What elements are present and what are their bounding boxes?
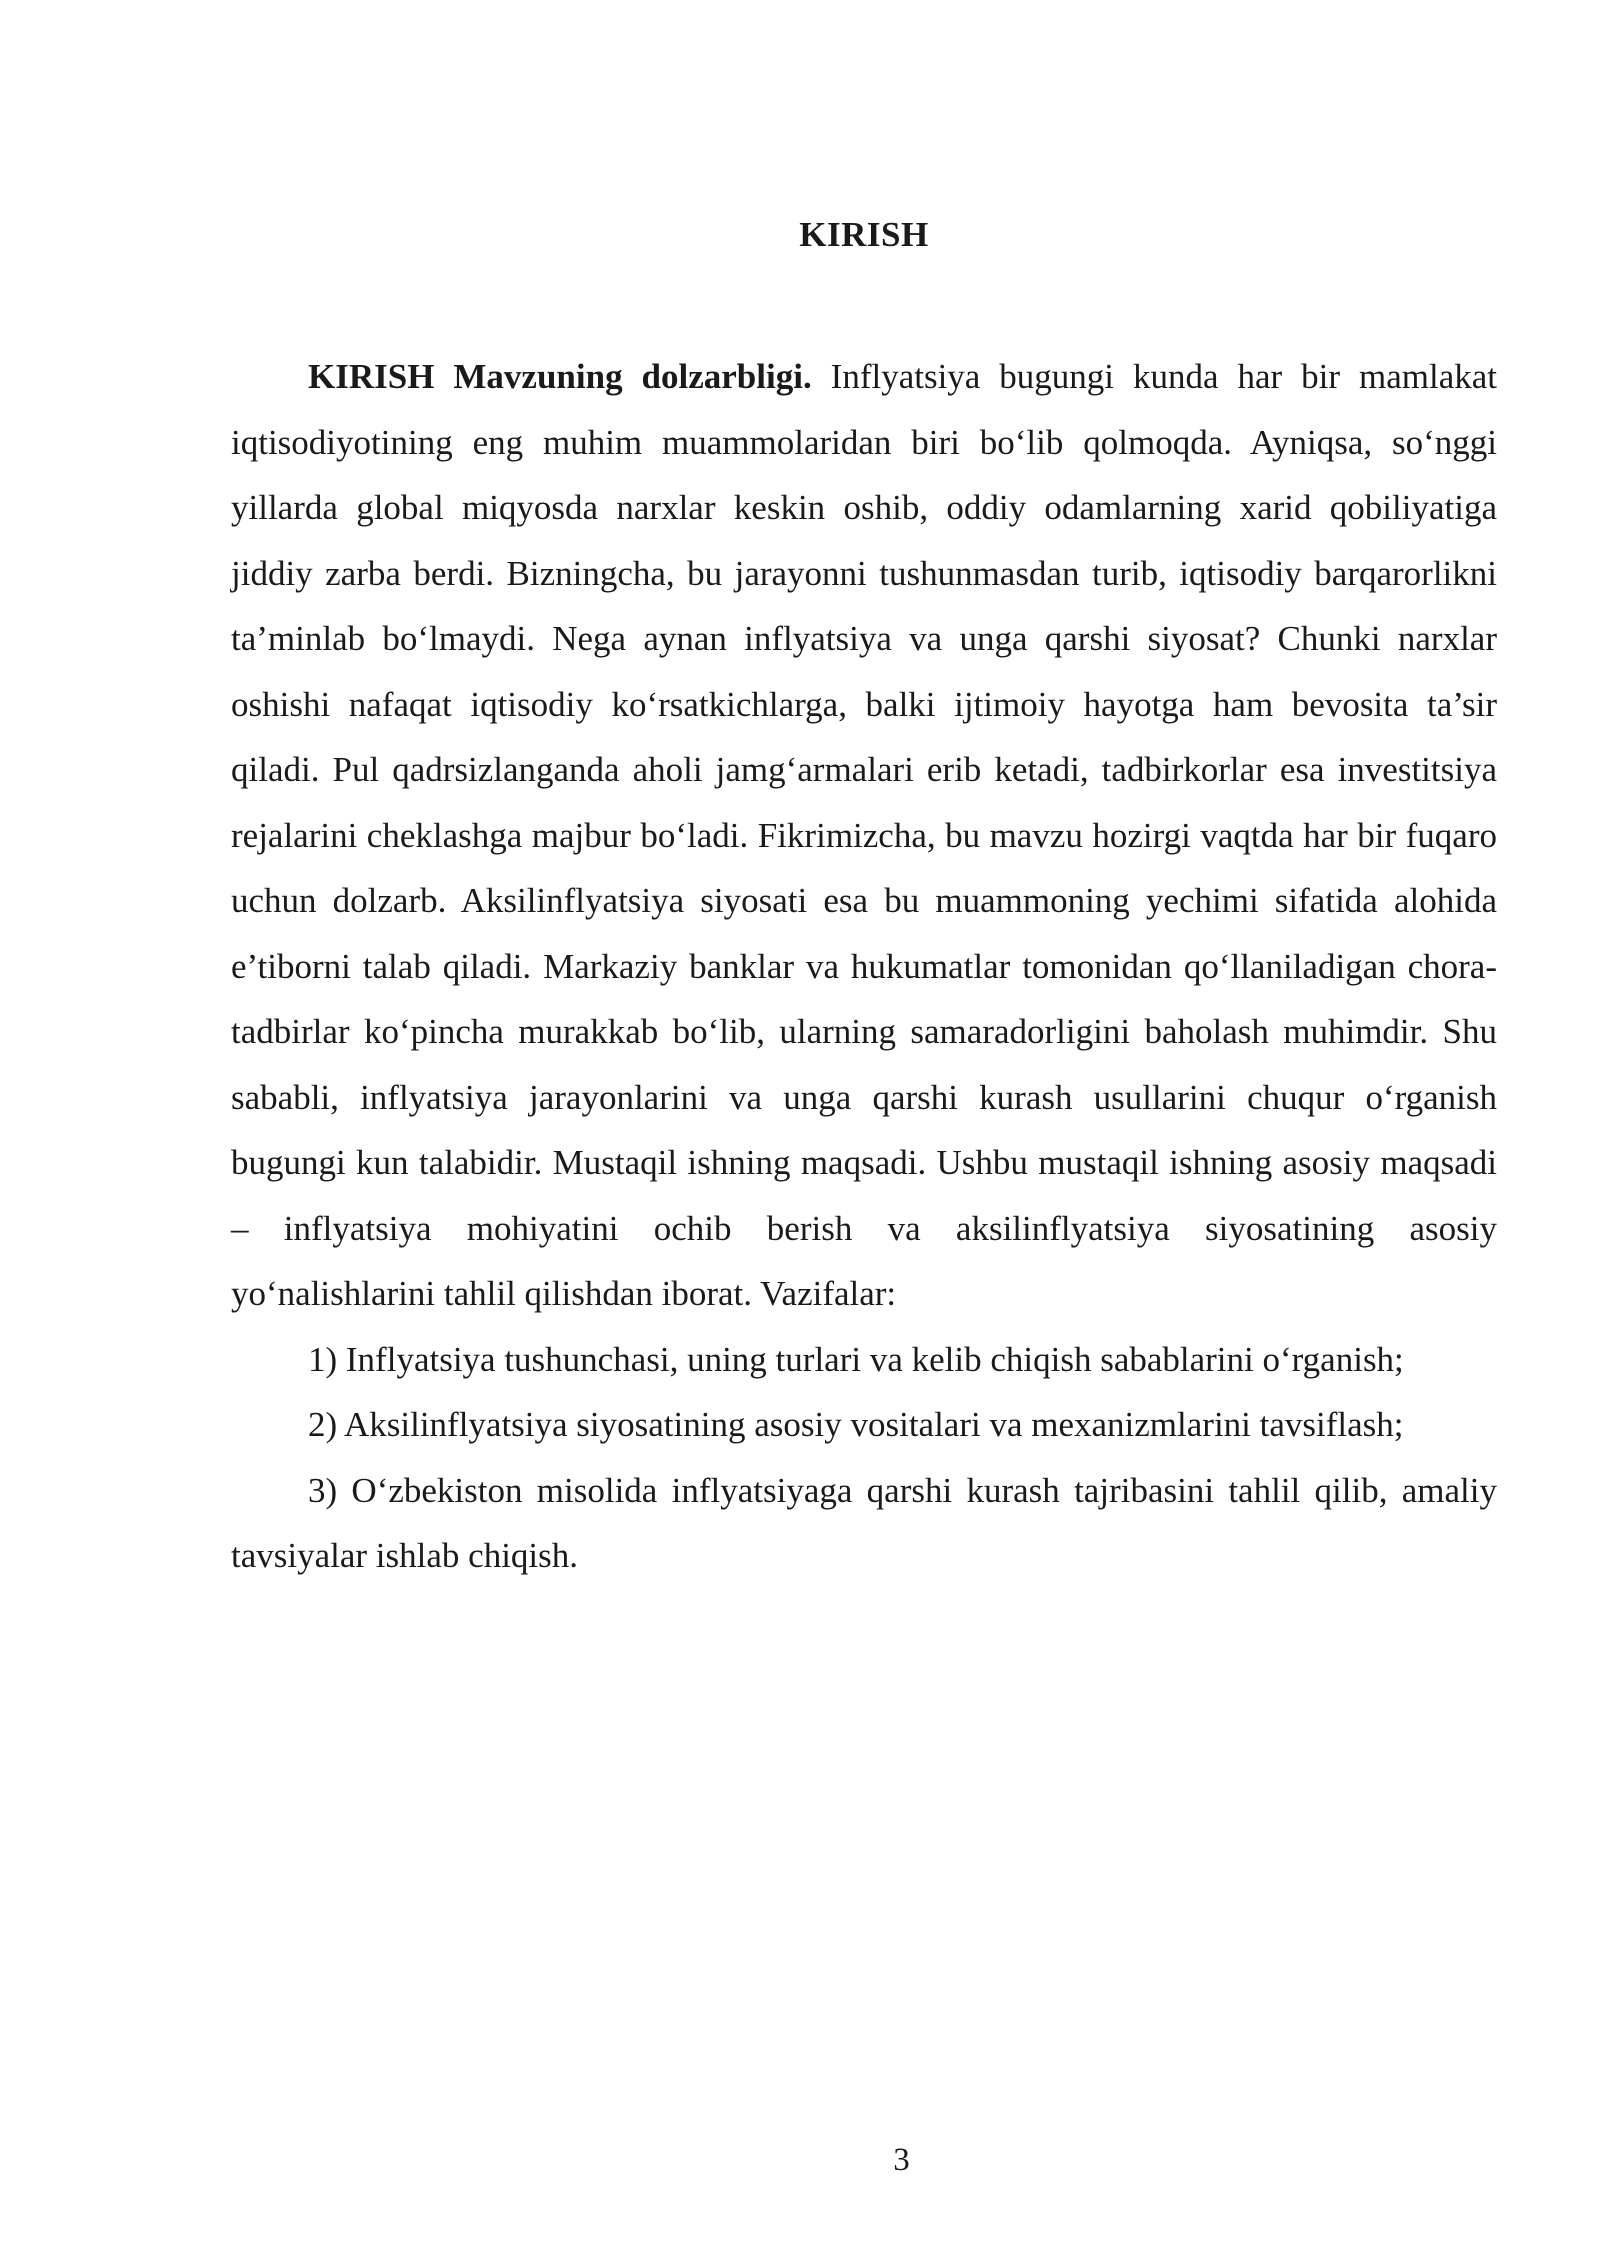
page-title: KIRISH (799, 215, 929, 254)
task-item-3: 3) O‘zbekiston misolida inflyatsiyaga qarshi kurash tajribasini tahlil qilib, amaliy tavsiyalar ishlab chiqish. (231, 1470, 1497, 1575)
intro-lead: KIRISH Mavzuning dolzarbligi. (308, 357, 812, 396)
body-text (231, 344, 1497, 1589)
intro-text: Inflyatsiya bugungi kunda har bir mamlakat iqtisodiyotining eng muhim muammolaridan biri bo‘lib qolmoqda. Ayniqsa, so‘nggi yillarda global miqyosda narxlar keskin oshib, oddiy odamlarning xarid qobiliyatiga jiddiy zarba berdi. Bizningcha, bu jarayonni tushunmasdan turib, iqtisodiy barqarorlikni ta’minlab bo‘lmaydi. Nega aynan inflyatsiya va unga qarshi siyosat? Chunki narxlar oshishi nafaqat iqtisodiy ko‘rsatkichlarga, balki ijtimoiy hayotga ham bevosita ta’sir qiladi. Pul qadrsizlanganda aholi jamg‘armalari erib ketadi, tadbirkorlar esa investitsiya rejalarini cheklashga majbur bo‘ladi. Fikrimizcha, bu mavzu hozirgi vaqtda har bir fuqaro uchun dolzarb. Aksilinflyatsiya siyosati esa bu muammoning yechimi sifatida alohida e’tiborni talab qiladi. Markaziy banklar va hukumatlar tomonidan qo‘llaniladigan chora-tadbirlar ko‘pincha murakkab bo‘lib, ularning samaradorligini baholash muhimdir. Shu sababli, inflyatsiya jarayonlarini va unga qarshi kurash usullarini chuqur o‘rganish bugungi kun talabidir. Mustaqil ishning maqsadi. Ushbu mustaqil ishning asosiy maqsadi – inflyatsiya mohiyatini ochib berish va aksilinflyatsiya siyosatining asosiy yo‘nalishlarini tahlil qilishdan iborat. Vazifalar: (231, 357, 1497, 1313)
task-item-2: 2) Aksilinflyatsiya siyosatining asosiy vositalari va mexanizmlarini tavsiflash; (308, 1405, 1404, 1444)
intro-paragraph (231, 344, 1497, 1327)
task-item-1: 1) Inflyatsiya tushunchasi, uning turlari va kelib chiqish sabablarini o‘rganish; (308, 1339, 1404, 1379)
page-number: 3 (893, 2142, 910, 2178)
